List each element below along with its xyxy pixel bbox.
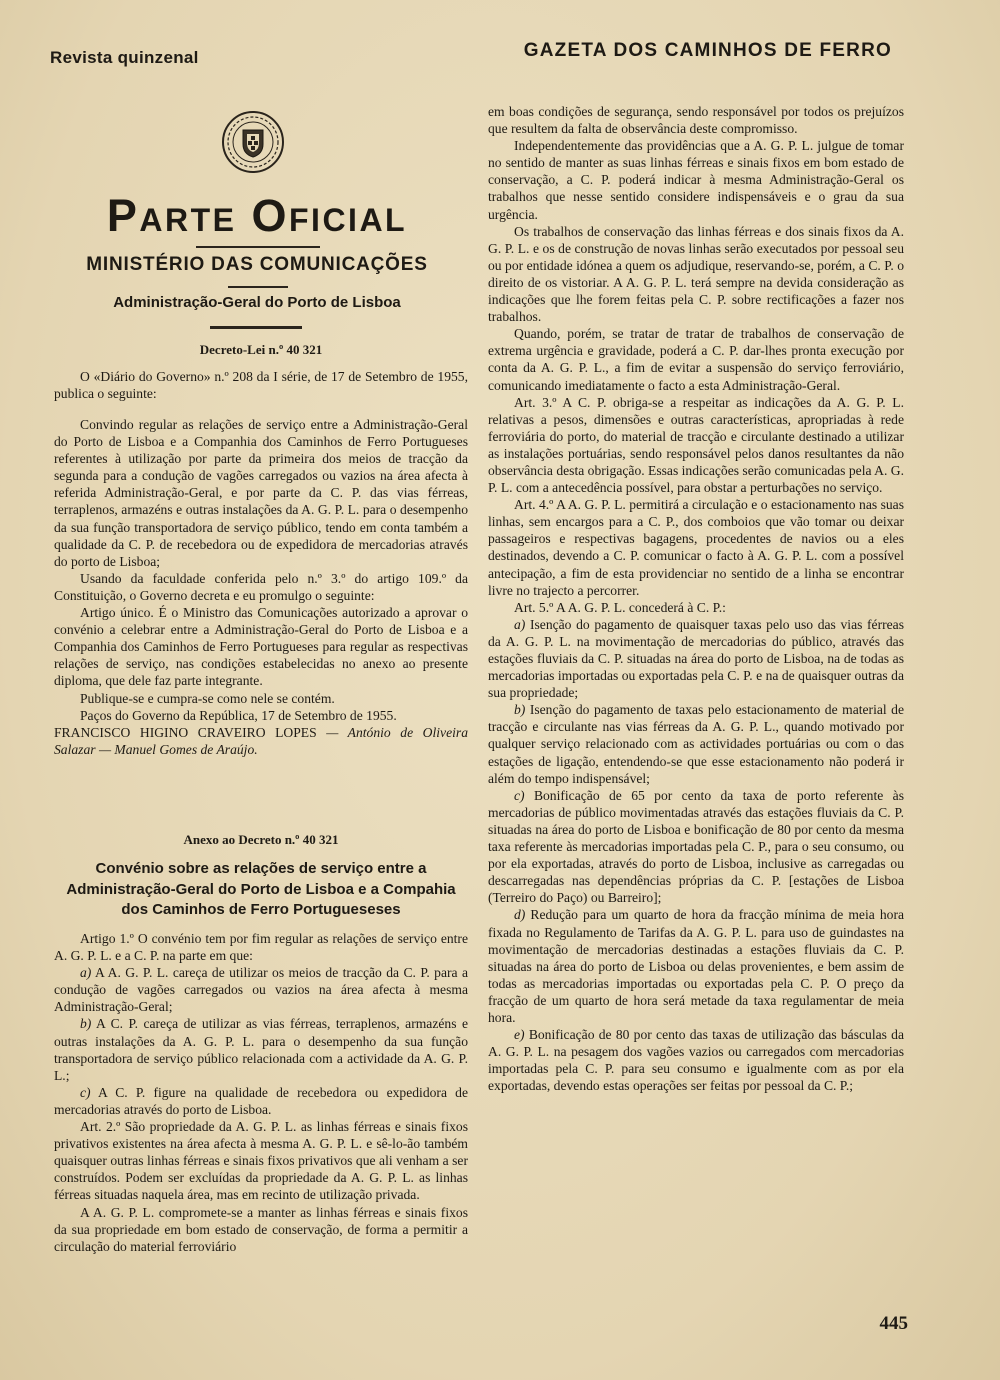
admin-rule (210, 326, 302, 329)
coat-of-arms-icon (221, 110, 285, 174)
item-label: e) (514, 1027, 525, 1043)
signer-president: FRANCISCO HIGINO CRAVEIRO LOPES (54, 724, 317, 740)
article-5-item-e (488, 1026, 904, 1094)
item-label: a) (80, 965, 92, 981)
article-1-item-a (54, 964, 468, 1015)
signers-ministers: — António de Oliveira Salazar — Manuel Gomes de Araújo. (54, 724, 468, 757)
decree-title: Decreto-Lei n.º 40 321 (199, 342, 323, 357)
item-text: A C. P. figure na qualidade de recebedora ou expedidora de mercadorias através do porto de Lisboa. (54, 1084, 468, 1117)
article-5-item-c (488, 787, 904, 907)
decree-body (54, 368, 468, 402)
convention-right-column (488, 103, 904, 1094)
decree-signatures (54, 724, 468, 758)
article-3: Art. 3.º A C. P. obriga-se a respeitar as indicações da A. G. P. L. relativas a pesos, dimensões e outras características, apropriadas à rede ferroviária do porto, do material de tracção e circulante destinado a utilizar as instalações portuárias, sendo responsável pelos danos resultantes da não observância desta obrigação. Essas indicações serão comunicadas pela A. G. P. L. com a antecedência possível, para obstar a perturbações no serviço. (488, 394, 904, 496)
article-2-paragraph: A A. G. P. L. compromete-se a manter as linhas férreas e sinais fixos da sua propriedade em bom estado de conservação, de forma a permitir a circulação do material ferroviário (54, 1204, 468, 1254)
item-text: Bonificação de 80 por cento das taxas de utilização das básculas da A. G. P. L. na pesagem dos vagões vazios ou carregados com mercadorias importadas pela C. P. para seu consumo e igualmente com as por ela exportadas, devendo estas operações ser feitas por pessoal da C. P.; (488, 1027, 904, 1094)
ministry-rule (228, 286, 288, 288)
article-1-item-b (54, 1015, 468, 1083)
ministry-heading: MINISTÉRIO DAS COMUNICAÇÕES (86, 254, 428, 275)
decree-preamble (54, 416, 468, 758)
decree-intro: O «Diário do Governo» n.º 208 da I série, de 17 de Setembro de 1955, publica o seguinte: (54, 369, 468, 402)
item-label: b) (80, 1016, 92, 1032)
decree-paragraph: Paços do Governo da República, 17 de Setembro de 1955. (80, 707, 397, 723)
decree-paragraph: Convindo regular as relações de serviço entre a Administração-Geral do Porto de Lisboa e a Companhia dos Caminhos de Ferro Portugueses referentes à utilização por parte da primeira dos meios de tracção da segunda para a condução de vagões carregados ou vazios na área afecta à referida Administração-Geral, e por parte da C. P. das vias férreas, terraplenos, armazéns e outras instalações da A. G. P. L. para o desempenho da sua função transportadora de serviço público, tendo em conta também a qualidade da C. P. de recebedora ou de expedidora de mercadorias através do porto de Lisboa; (54, 417, 468, 569)
article-5-item-a (488, 616, 904, 701)
running-header-left: Revista quinzenal (50, 48, 199, 67)
article-1: Artigo 1.º O convénio tem por fim regular as relações de serviço entre A. G. P. L. e a C. P. na parte em que: (54, 931, 468, 964)
decree-paragraph: Artigo único. É o Ministro das Comunicações autorizado a aprovar o convénio a celebrar entre a Administração-Geral do Porto de Lisboa e a Companhia dos Caminhos de Ferro Portugueses para regular as respectivas relações de serviço, nas condições estabelecidas no anexo ao presente diploma, que dele faz parte integrante. (54, 605, 468, 689)
article-5-item-d (488, 906, 904, 1026)
article-2-paragraph: Quando, porém, se tratar de tratar de trabalhos de conservação de extrema urgência e gravidade, poderá a C. P. dar-lhes pronta execução por conta da A. G. P. L., a fim de evitar a suspensão do serviço ferroviário, comunicando imediatamente o facto a esta Administração-Geral. (488, 326, 904, 393)
annex-title: Anexo ao Decreto n.º 40 321 (183, 832, 339, 847)
item-text: Redução para um quarto de hora da fracção mínima de meia hora fixada no Regulamento de Tarifas da A. G. P. L. para uso de guindastes na movimentação de mercadorias destinadas a estações fluviais da C. P. situadas na área do porto de Lisboa ou delas provenientes, e bem assim de todas as mercadorias importadas ou exportadas pela C. P. O preço da fracção de um quarto de hora será metade da taxa regulamentar de meia hora. (488, 907, 904, 1025)
item-label: c) (514, 787, 525, 803)
decree-paragraph: Usando da faculdade conferida pelo n.º 3.º do artigo 109.º da Constituição, o Governo decreta e eu promulgo o seguinte: (54, 570, 468, 603)
item-label: d) (514, 907, 526, 923)
article-1-item-c (54, 1084, 468, 1118)
section-masthead: Parte Oficial (106, 190, 408, 241)
article-4: Art. 4.º A A. G. P. L. permitirá a circulação e o estacionamento nas suas linhas, sem encargos para a C. P., dos comboios que vão tomar ou deixar passageiros e respectivas bagagens, procedentes de navios ou a eles destinados, devendo a C. P. comunicar o facto à A. G. P. L. com a possível antecipação, a fim de esta providenciar no sentido de a linha se encontrar livre no trajecto a percorrer. (488, 497, 904, 598)
article-5: Art. 5.º A A. G. P. L. concederá à C. P.: (514, 599, 726, 615)
item-text: Isenção do pagamento de taxas pelo estacionamento de material de tracção e circulante nas vias férreas da A. G. P. L., quando motivado por qualquer serviço relacionado com as actividades portuárias ou com o das estações de ligação, entendendo-se que esse estacionamento não poderá ir além do tempo indispensável; (488, 702, 904, 786)
running-header-right: GAZETA DOS CAMINHOS DE FERRO (523, 40, 892, 61)
article-2-continuation: em boas condições de segurança, sendo responsável por todos os prejuízos que resultem da falta de observância deste compromisso. (488, 104, 904, 137)
convention-title: Convénio sobre as relações de serviço entre a Administração-Geral do Porto de Lisboa e a Compahia dos Caminhos de Ferro Portugueseses (66, 860, 456, 918)
convention-left-column (54, 930, 468, 1255)
item-label: c) (80, 1084, 91, 1100)
decree-paragraph: Publique-se e cumpra-se como nele se contém. (80, 690, 335, 706)
item-label: b) (514, 702, 526, 718)
article-2: Art. 2.º São propriedade da A. G. P. L. as linhas férreas e sinais fixos privativos existentes na área afecta à mesma A. G. P. L. e sê-lo-ão também quaisquer outras linhas férreas e sinais fixos privativos que ali venham a ser construídos. Podem ser excluídas da propriedade da A. G. P. L. as linhas férreas situadas naquela área, mas em recinto de utilização privada. (54, 1119, 468, 1203)
item-text: A A. G. P. L. careça de utilizar os meios de tracção da C. P. para a condução de vagões carregados ou vazios na área afecta à mesma Administração-Geral; (54, 965, 468, 1015)
masthead-rule (196, 246, 320, 248)
administration-heading: Administração-Geral do Porto de Lisboa (113, 294, 401, 311)
item-label: a) (514, 616, 526, 632)
item-text: Bonificação de 65 por cento da taxa de porto referente às mercadorias de público movimentadas através das estações fluviais da C. P. situadas na área do porto de Lisboa e bonificação de 80 por cento da mesma taxa referente às mercadorias importadas pela C. P., para o seu consumo, ou por ela exportadas, através do porto de Lisboa, inclusive as carregadas ou descarregadas nas dependências próprias da C. P. [estações de Lisboa (Terreiro do Paço) ou Barreiro]; (488, 787, 904, 906)
item-text: A C. P. careça de utilizar as vias férreas, terraplenos, armazéns e outras instalações da A. G. P. L. para o desempenho da sua função transportadora de serviço público relacionada com a actividade da A. G. P. L.; (54, 1016, 468, 1083)
article-5-item-b (488, 701, 904, 786)
article-2-paragraph: Os trabalhos de conservação das linhas férreas e dos sinais fixos da A. G. P. L. e os de construção de novas linhas serão executados por pessoal seu ou por entidade idónea a quem os adjudique, reservando-se, porém, a C. P. o direito de os vistoriar. A A. G. P. L. terá sempre na devida consideração as indicações que lhe forem feitas pela C. P. sobre rectificações a fazer nos trabalhos. (488, 223, 904, 325)
article-2-paragraph: Independentemente das providências que a A. G. P. L. julgue de tomar no sentido de manter as suas linhas férreas e sinais fixos em bom estado de conservação, a C. P. poderá indicar à mesma Administração-Geral os trabalhos que nesse sentido considere indispensáveis e o grau da sua urgência. (488, 138, 904, 222)
page-number: 445 (879, 1313, 908, 1334)
item-text: Isenção do pagamento de quaisquer taxas pelo uso das vias férreas da A. G. P. L. na movimentação de mercadorias do público, através das estações fluviais da C. P. situadas na área do porto de Lisboa, na de todas as mercadorias importadas ou exportadas pela C. P. e na de quaisquer outras da sua propriedade; (488, 616, 904, 701)
